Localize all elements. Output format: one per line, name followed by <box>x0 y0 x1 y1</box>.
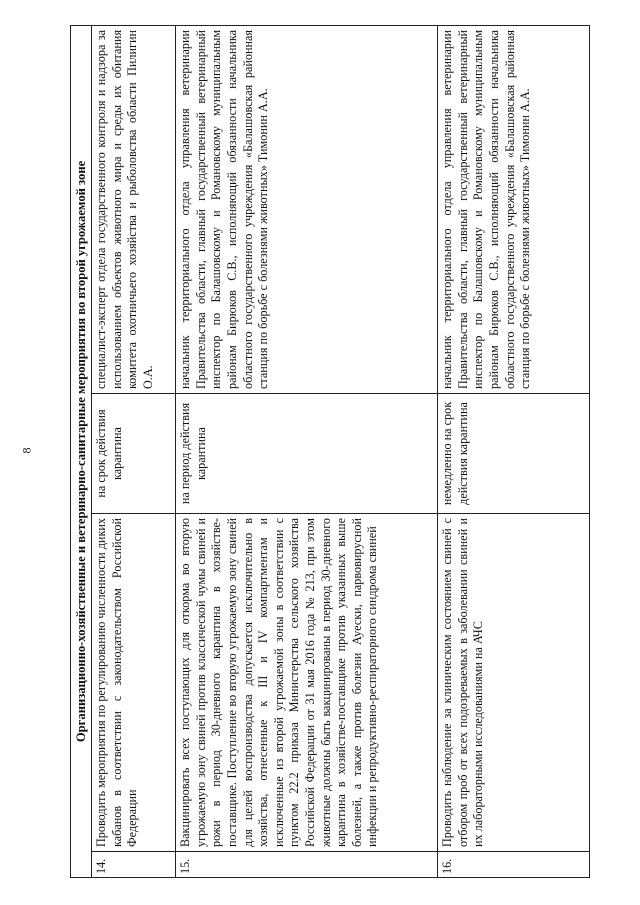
page-number: 8 <box>19 447 34 454</box>
responsible-text: специалист-эксперт отдела государственного контроля и надзора за использованием объектов животного мира и среды их обитания комитета охотничьего хозяйства и рыболовства области Пилигин О.А. <box>92 25 176 393</box>
measure-text: Вакцинировать всех поступающих для откорма во вторую угрожаемую зону свиней против классической чумы свиней и рожи в период 30-дневного карантина в хозяйстве-поставщике. Поступление во вторую угрожаемую зону свиней для целей воспроизводства допускается исключительно в хозяйства, отнесенные к III и IV компартментам и исключенные из второй угрожаемой зоны в соответствии с пунктом 22.2 приказа Министерства сельского хозяйства Российской Федерации от 31 мая 2016 года № 213, при этом животные должны быть вакцинированы в период 30-дневного карантина в хозяйстве-поставщике против указанных выше болезней, а также против болезни Ауески, парвовирусной инфекции и репродуктивно-респираторного синдрома свиней <box>176 514 438 852</box>
term-text: немедленно на срок действия карантина <box>438 394 590 514</box>
row-number: 16. <box>438 852 590 878</box>
measures-table <box>70 25 590 878</box>
row-number: 15. <box>176 852 438 878</box>
table-row <box>438 25 590 877</box>
measure-text: Проводить наблюдение за клиническим состоянием свиней с отбором проб от всех подозреваемых в заболевании свиней и их лабораторными исследованиями на АЧС <box>438 514 590 852</box>
section-header-row <box>71 25 92 877</box>
section-title: Организационно-хозяйственные и ветеринарно-санитарные мероприятия во второй угрожаемой зоне <box>71 25 92 877</box>
table-row <box>92 25 176 877</box>
row-number: 14. <box>92 852 176 878</box>
rotated-table-container <box>70 26 590 878</box>
term-text: на период действия карантина <box>176 394 438 514</box>
responsible-text: начальник территориального отдела управления ветеринарии Правительства области, главный государственный ветеринарный инспектор по Балашовскому и Романовскому муниципальным районам Бирюков С.В., исполняющий обязанности начальника областного государственного учреждения «Балашовская районная станция по борьбе с болезнями животных» Тимонин А.А. <box>176 25 438 393</box>
responsible-text: начальник территориального отдела управления ветеринарии Правительства области, главный государственный ветеринарный инспектор по Балашовскому и Романовскому муниципальным районам Бирюков С.В., исполняющий обязанности начальника областного государственного учреждения «Балашовская районная станция по борьбе с болезнями животных» Тимонин А.А. <box>438 25 590 393</box>
term-text: на срок действия карантина <box>92 394 176 514</box>
table-row <box>176 25 438 877</box>
measure-text: Проводить мероприятия по регулированию численности диких кабанов в соответствии с законодательством Российской Федерации <box>92 514 176 852</box>
